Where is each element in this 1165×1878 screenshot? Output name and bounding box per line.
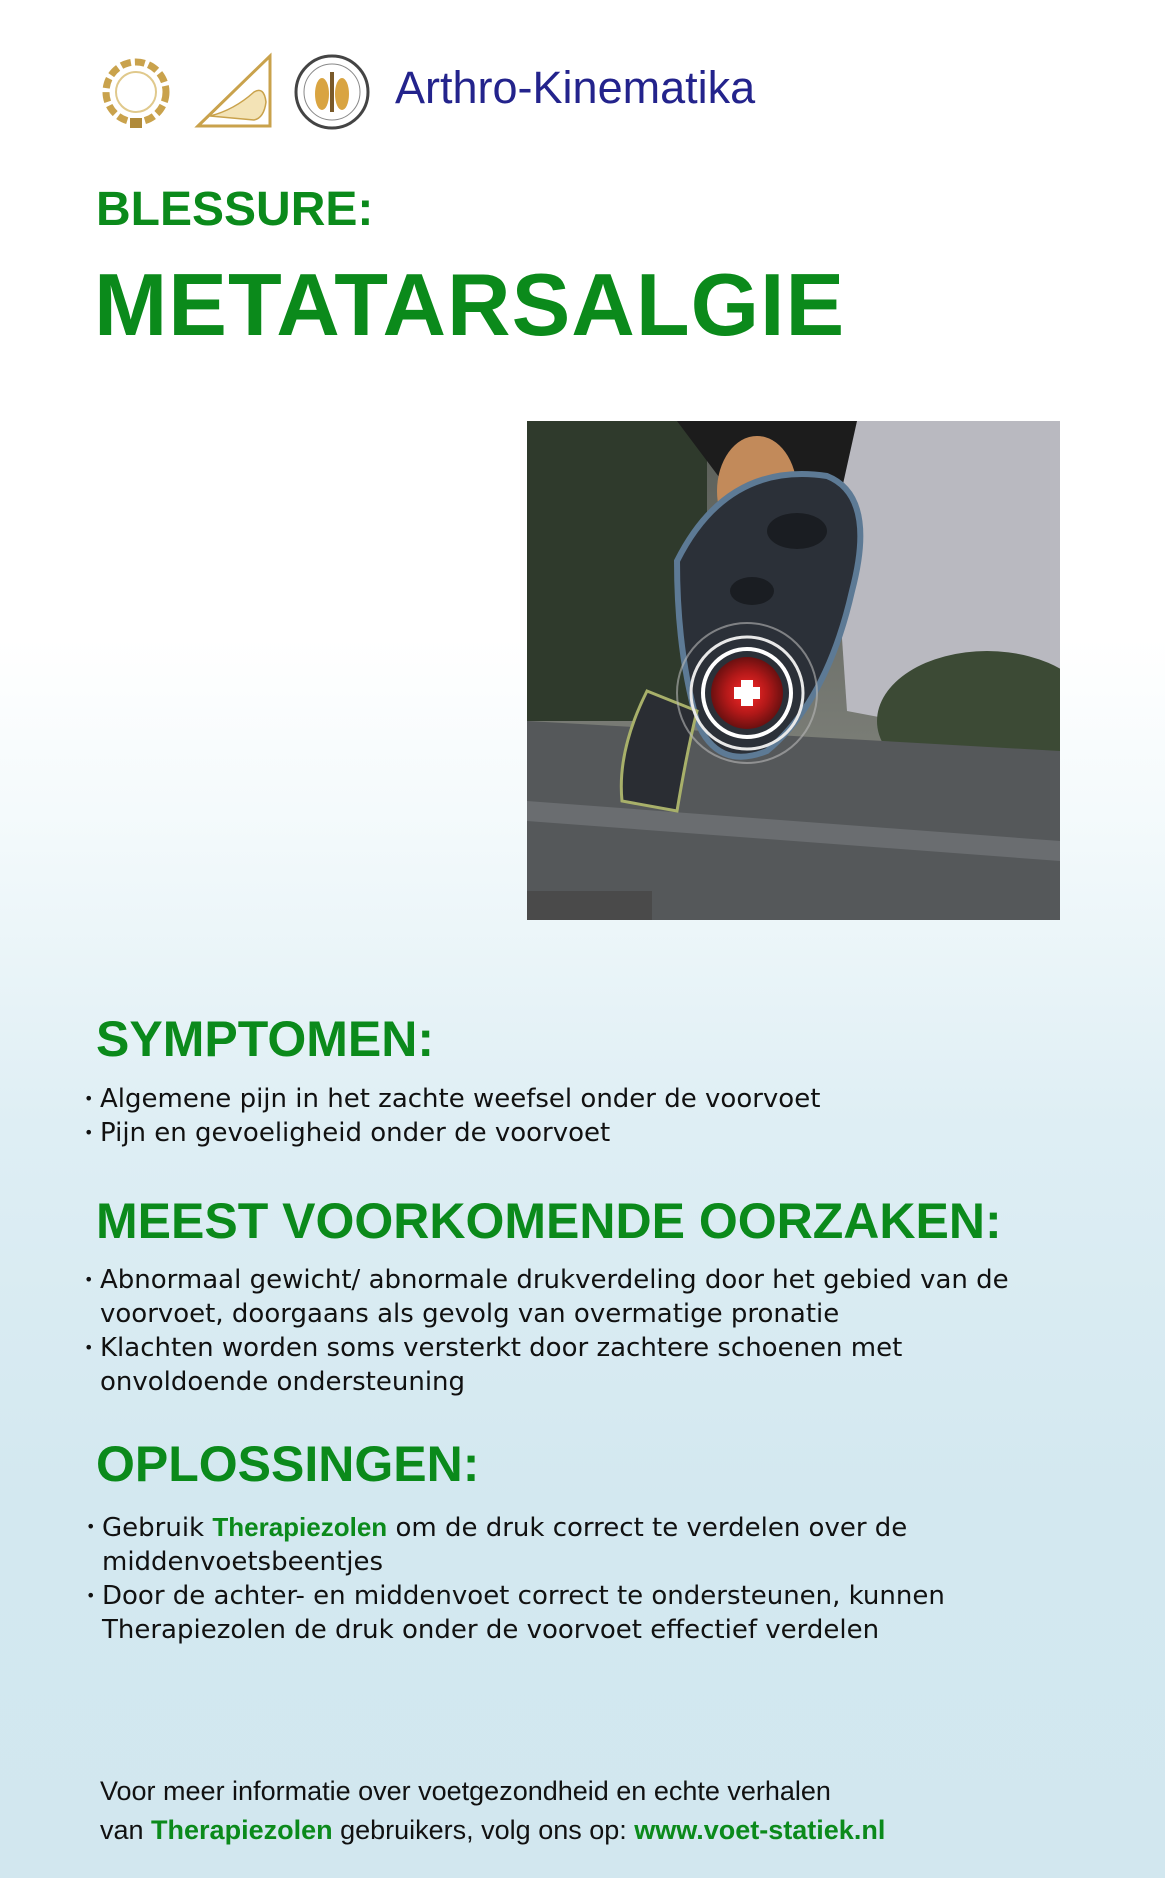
list-item-text: middenvoetsbeentjes	[102, 1547, 383, 1577]
footer-text-part: van	[100, 1815, 152, 1845]
therapiezolen-highlight: Therapiezolen	[151, 1815, 333, 1845]
causes-heading: MEEST VOORKOMENDE OORZAKEN:	[96, 1193, 1002, 1249]
list-item-line: Klachten worden soms versterkt door zachtere schoenen met	[100, 1333, 903, 1363]
website-link[interactable]: www.voet-statiek.nl	[634, 1815, 886, 1845]
logo-row	[96, 48, 390, 136]
footer-text-part: gebruikers, volg ons op:	[332, 1815, 635, 1845]
list-item: • Pijn en gevoeligheid onder de voorvoet	[84, 1116, 820, 1150]
symptoms-list	[84, 1082, 820, 1150]
list-item-text: Therapiezolen de druk onder de voorvoet effectief verdelen	[102, 1615, 880, 1645]
list-item-text: Door de achter- en middenvoet correct te ondersteunen, kunnen	[102, 1581, 945, 1611]
page-title: METATARSALGIE	[94, 255, 846, 354]
list-item-line: Abnormaal gewicht/ abnormale drukverdeling door het gebied van de	[100, 1265, 1009, 1295]
footer-line-1: Voor meer informatie over voetgezondheid en echte verhalen	[100, 1776, 831, 1806]
list-item	[86, 1510, 945, 1579]
footer-text	[100, 1772, 885, 1850]
list-item-line: onvoldoende ondersteuning	[100, 1367, 466, 1397]
brand-name: Arthro-Kinematika	[395, 62, 756, 113]
list-item	[86, 1579, 945, 1647]
causes-list	[84, 1263, 1009, 1399]
list-item-line: voorvoet, doorgaans als gevolg van overmatige pronatie	[100, 1299, 840, 1329]
list-item-text: Gebruik	[102, 1513, 213, 1543]
foot-bones-triangle-icon	[194, 52, 274, 132]
list-item-text: om de druk correct te verdelen over de	[387, 1513, 908, 1543]
runner-shoe-photo	[527, 421, 1060, 920]
injury-label: BLESSURE:	[96, 183, 374, 236]
solutions-heading: OPLOSSINGEN:	[96, 1436, 480, 1492]
list-item: • Algemene pijn in het zachte weefsel onder de voorvoet	[84, 1082, 820, 1116]
list-item	[84, 1263, 1009, 1331]
therapiezolen-highlight: Therapiezolen	[212, 1512, 388, 1542]
list-item	[84, 1331, 1009, 1399]
circular-skeleton-emblem-icon	[96, 52, 176, 132]
symptoms-heading: SYMPTOMEN:	[96, 1011, 434, 1067]
solutions-list	[86, 1510, 945, 1647]
feet-spine-seal-icon	[292, 52, 372, 132]
